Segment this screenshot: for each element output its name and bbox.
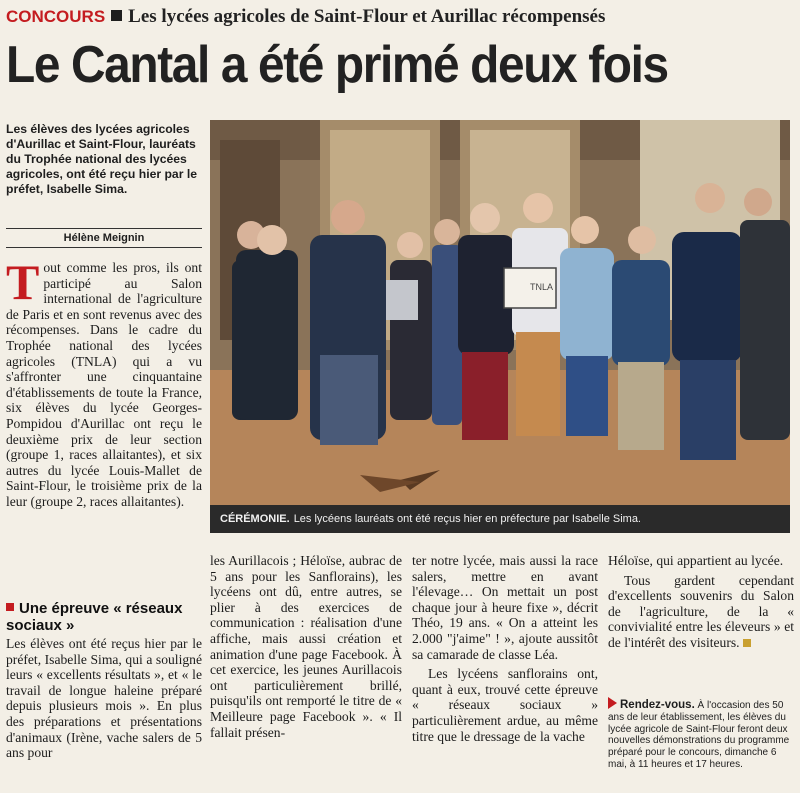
diploma-label: TNLA xyxy=(530,282,554,292)
byline: Hélène Meignin xyxy=(6,228,202,248)
subhead-square-icon xyxy=(6,603,14,611)
rendezvous-text: À l'occasion des 50 ans de leur établissement, les élèves du lycée agricole de Saint-Flour feront deux nouvelles démonstrations du programme préparé pour le concours, dimanche 6 mai, à 11 heures et 17 heures. xyxy=(608,700,790,770)
article-column-2: les Aurillacois ; Héloïse, aubrac de 5 ans pour les Sanflorains), les lycéens ont dû, entre autres, se plier à des exercices de communication : réalisation d'une affiche, mais aussi création et animation d'une page Facebook. À cet exercice, les jeunes Aurillacois ont particulièrement brillé, puisqu'ils ont remporté le titre de « Meilleure page Facebook ». « Il fallait présen- xyxy=(210,553,402,740)
kicker-title: Les lycées agricoles de Saint-Flour et Aurillac récompensés xyxy=(128,6,606,27)
photo-caption xyxy=(210,505,790,533)
caption-text: Les lycéens lauréats ont été reçus hier en préfecture par Isabelle Sima. xyxy=(293,513,641,525)
subhead-text: Une épreuve « réseaux sociaux » xyxy=(6,600,183,634)
kicker-section: CONCOURS xyxy=(6,7,106,26)
arrow-right-icon xyxy=(608,697,617,709)
kicker-square-icon xyxy=(111,10,122,21)
subhead xyxy=(6,600,202,634)
article-column-4-paragraph-2 xyxy=(608,573,794,651)
article-paragraph-1: out comme les pros, ils ont participé au Salon international de l'agriculture de Paris et en sont revenus avec des récompenses. Dans le cadre du Trophée national des lycées agricoles (TNLA) qui a vu s'affronter une cinquantaine d'établissements de toute la France, six élèves du lycée Georges-Pompidou d'Aurillac ont reçu le deuxième prix de leur section (groupe 1, races allaitantes), et six autres du lycée Louis-Mallet de Saint-Flour, le troisième prix de la leur (groupe 2, races allaitantes). xyxy=(6,260,202,509)
kicker xyxy=(6,6,796,28)
article-column-3-paragraph-1: ter notre lycée, mais aussi la race salers, mettre en avant l'élevage… On mettait un post chaque jour à heure fixe », décrit Théo, 19 ans. « On a atteint les 2.000 "j'aime" ! », ajoute aussitôt sa camarade de classe Léa. xyxy=(412,553,598,662)
drop-cap: T xyxy=(6,254,40,310)
headline: Le Cantal a été primé deux fois xyxy=(6,36,668,94)
ceremony-photo xyxy=(210,120,790,505)
ceremony-photo-illustration xyxy=(210,120,790,505)
article-column-4-paragraph-1: Héloïse, qui appartient au lycée. xyxy=(608,553,784,568)
article-paragraph-2: Les élèves ont été reçus hier par le préfet, Isabelle Sima, qui a souligné leurs « excellents résultats », et « le travail de longue haleine préparé depuis plusieurs mois ». En plus des préparations et présentations d'animaux (Irène, vache salers de 5 ans pour xyxy=(6,636,202,761)
article-column-4 xyxy=(608,553,794,651)
chapo: Les élèves des lycées agricoles d'Aurillac et Saint-Flour, lauréats du Trophée national des lycées agricoles, ont été reçu hier par le préfet, Isabelle Sima. xyxy=(6,122,198,196)
rendezvous-label: Rendez-vous. xyxy=(620,699,695,711)
caption-label: CÉRÉMONIE. xyxy=(220,513,290,525)
article-column-1 xyxy=(6,254,202,510)
end-mark-icon xyxy=(743,639,751,647)
rendezvous-box xyxy=(608,697,794,771)
article-column-4-paragraph-2-text: Tous gardent cependant d'excellents souvenirs du Salon de l'agriculture, de la « convivialité entre les éleveurs » et de l'intérêt des visiteurs. xyxy=(608,572,794,650)
article-column-3 xyxy=(412,553,598,744)
article-column-3-paragraph-2: Les lycéens sanflorains ont, quant à eux, trouvé cette épreuve « réseaux sociaux » particulièrement ardue, au même titre que le dressage de la vache xyxy=(412,666,598,744)
